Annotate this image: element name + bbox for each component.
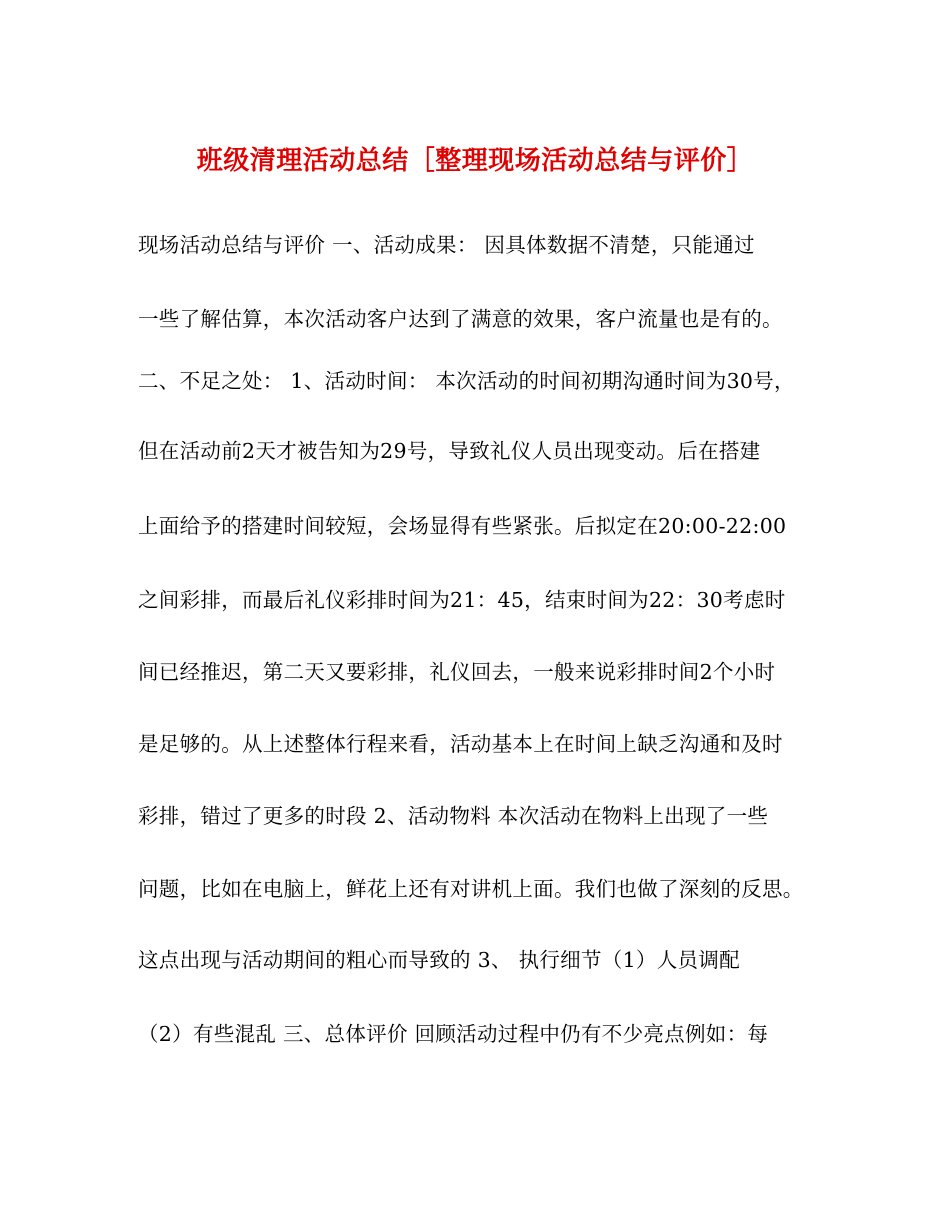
body-line-3: 二、不足之处： 1、活动时间： 本次活动的时间初期沟通时间为30号， (138, 369, 795, 393)
body-line-2: 一些了解估算，本次活动客户达到了满意的效果，客户流量也是有的。 (138, 307, 783, 331)
body-line-4: 但在活动前2天才被告知为29号，导致礼仪人员出现变动。后在搭建 (138, 439, 761, 463)
body-line-5: 上面给予的搭建时间较短，会场显得有些紧张。后拟定在20:00-22:00 (138, 514, 787, 538)
body-line-7: 间已经推迟，第二天又要彩排，礼仪回去，一般来说彩排时间2个小时 (138, 660, 776, 684)
body-line-8: 是足够的。从上述整体行程来看，活动基本上在时间上缺乏沟通和及时 (138, 732, 783, 756)
body-line-12: （2）有些混乱 三、总体评价 回顾活动过程中仍有不少亮点例如：每 (138, 1022, 769, 1046)
body-line-9: 彩排，错过了更多的时段 2、活动物料 本次活动在物料上出现了一些 (138, 804, 769, 828)
document-title: 班级清理活动总结［整理现场活动总结与评价］ (196, 146, 754, 176)
body-line-6: 之间彩排，而最后礼仪彩排时间为21：45，结束时间为22：30考虑时 (138, 588, 786, 612)
body-line-1: 现场活动总结与评价 一、活动成果： 因具体数据不清楚，只能通过 (138, 233, 755, 257)
body-line-11: 这点出现与活动期间的粗心而导致的 3、 执行细节（1）人员调配 (138, 948, 740, 972)
body-line-10: 问题，比如在电脑上，鲜花上还有对讲机上面。我们也做了深刻的反思。 (138, 877, 804, 901)
